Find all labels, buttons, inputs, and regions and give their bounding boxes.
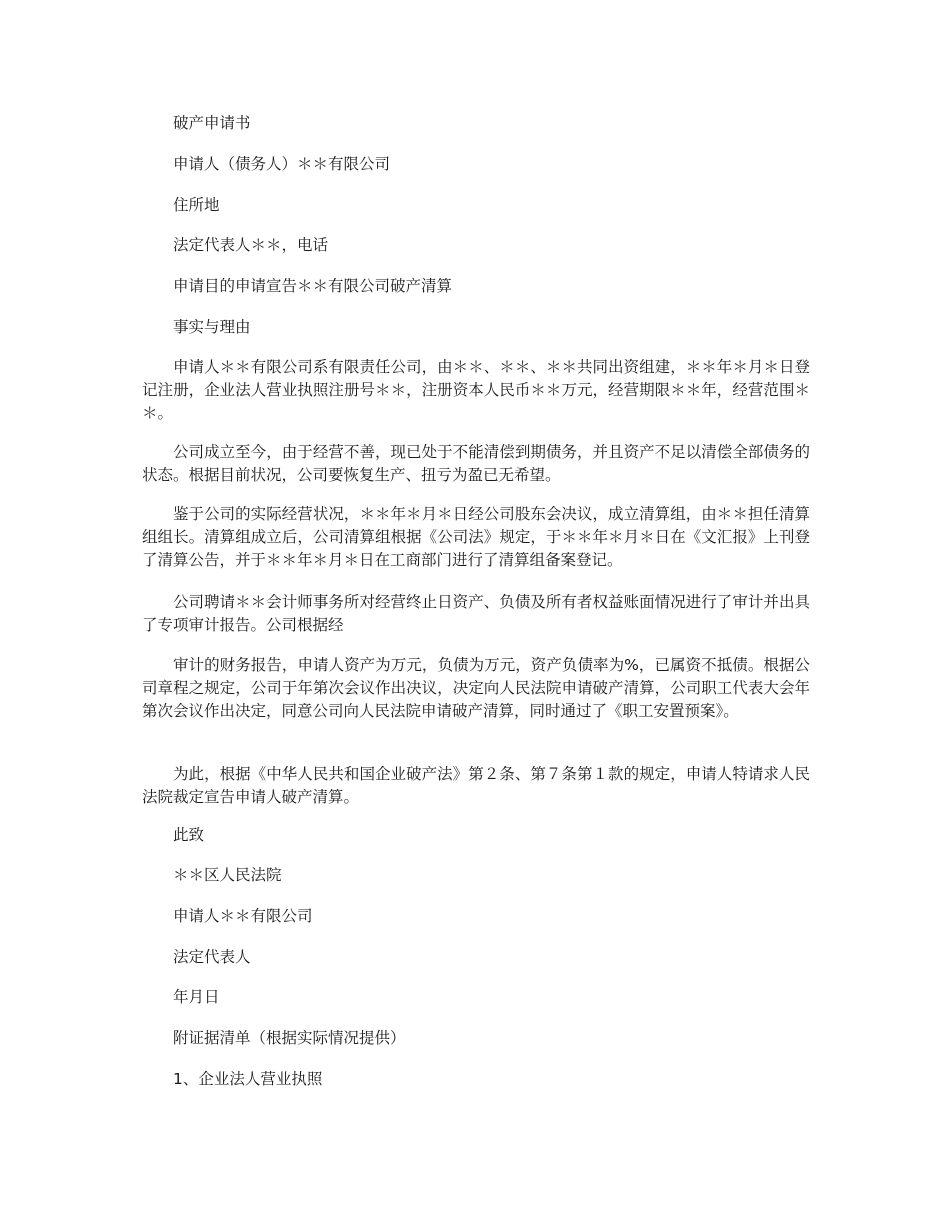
signature-applicant-line: 申请人＊＊有限公司 [173,907,313,925]
document-title: 破产申请书 [173,114,251,132]
body-paragraph: 审计的财务报告，申请人资产为万元，负债为万元，资产负债率为%，已属资不抵债。根据公司章程之规定，公司于年第次会议作出决议，决定向人民法院申请破产清算，公司职工代表大会年第次会议作出决定，同意公司向人民法院申请破产清算，同时通过了《职工安置预案》。 [142,656,810,720]
purpose-line: 申请目的申请宣告＊＊有限公司破产清算 [173,277,453,295]
evidence-list-item: 1、企业法人营业执照 [173,1070,323,1088]
signature-representative-line: 法定代表人 [173,948,251,966]
date-line: 年月日 [173,988,220,1006]
evidence-list-heading: 附证据清单（根据实际情况提供） [173,1029,406,1047]
body-paragraph: 鉴于公司的实际经营状况，＊＊年＊月＊日经公司股东会决议，成立清算组，由＊＊担任清算组组长。清算组成立后，公司清算组根据《公司法》规定，于＊＊年＊月＊日在《文汇报》上刊登了清算公告，并于＊＊年＊月＊日在工商部门进行了清算组备案登记。 [142,505,810,569]
salutation-line: 此致 [173,826,205,844]
court-line: ＊＊区人民法院 [173,866,282,884]
address-line: 住所地 [173,196,220,214]
body-paragraph: 公司成立至今，由于经营不善，现已处于不能清偿到期债务，并且资产不足以清偿全部债务的状态。根据目前状况，公司要恢复生产、扭亏为盈已无希望。 [142,443,810,484]
facts-heading: 事实与理由 [173,318,251,336]
body-paragraph: 申请人＊＊有限公司系有限责任公司，由＊＊、＊＊、＊＊共同出资组建，＊＊年＊月＊日登记注册，企业法人营业执照注册号＊＊，注册资本人民币＊＊万元，经营期限＊＊年，经营范围＊＊。 [142,358,810,422]
body-paragraph: 公司聘请＊＊会计师事务所对经营终止日资产、负债及所有者权益账面情况进行了审计并出具了专项审计报告。公司根据经 [142,593,810,634]
body-paragraph: 为此，根据《中华人民共和国企业破产法》第２条、第７条第１款的规定，申请人特请求人民法院裁定宣告申请人破产清算。 [142,765,810,806]
applicant-line: 申请人（债务人）＊＊有限公司 [173,155,391,173]
document-page [142,0,810,1230]
legal-representative-line: 法定代表人＊＊，电话 [173,236,329,254]
